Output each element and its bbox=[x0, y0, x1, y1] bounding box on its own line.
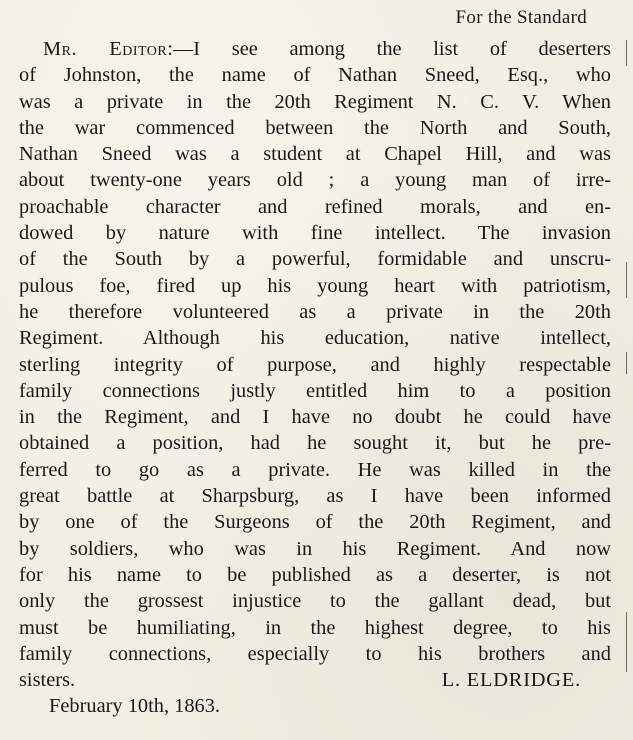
letter-line: obtained a position, had he sought it, but he pre- bbox=[19, 432, 611, 455]
letter-line: about twenty-one years old ; a young man of irre- bbox=[19, 169, 611, 192]
salutation: Mr. Editor bbox=[43, 38, 168, 60]
closing-word: sisters. bbox=[19, 669, 76, 692]
letter-line: he therefore volunteered as a private in the 20th bbox=[19, 300, 611, 323]
letter-line: family connections, especially to his brothers and bbox=[19, 642, 611, 665]
letter-line: only the grossest injustice to the gallant dead, but bbox=[19, 590, 611, 613]
source-line: For the Standard bbox=[455, 7, 587, 28]
letter-line: family connections justly entitled him to a position bbox=[19, 379, 611, 402]
letter-line: Regiment. Although his education, native intellect, bbox=[19, 327, 611, 350]
letter-line: was a private in the 20th Regiment N. C. V. When bbox=[19, 90, 611, 113]
letter-line: must be humiliating, in the highest degree, to his bbox=[19, 616, 611, 639]
letter-line: the war commenced between the North and South, bbox=[19, 116, 611, 139]
letter-line: by one of the Surgeons of the 20th Regiment, and bbox=[19, 511, 611, 534]
closing-line bbox=[19, 667, 611, 693]
letter-line: great battle at Sharpsburg, as I have been informed bbox=[19, 485, 611, 508]
letter-line: ferred to go as a private. He was killed in the bbox=[19, 458, 611, 481]
letter-body bbox=[19, 36, 611, 720]
letter-line: pulous foe, fired up his young heart with patriotism, bbox=[19, 274, 611, 297]
letter-line: dowed by nature with fine intellect. The invasion bbox=[19, 222, 611, 245]
letter-line: for his name to be published as a deserter, is not bbox=[19, 563, 611, 586]
signature: L. ELDRIDGE. bbox=[441, 669, 581, 692]
letter-line: in the Regiment, and I have no doubt he could have bbox=[19, 406, 611, 429]
letter-line-text: :—I see among the list of deserters bbox=[167, 38, 611, 60]
letter-line: of the South by a powerful, formidable and unscru- bbox=[19, 248, 611, 271]
column-rule-mark bbox=[626, 612, 627, 672]
letter-line: by soldiers, who was in his Regiment. And now bbox=[19, 537, 611, 560]
letter-line: Nathan Sneed was a student at Chapel Hill, and was bbox=[19, 143, 611, 166]
column-rule-mark bbox=[626, 262, 627, 298]
dateline: February 10th, 1863. bbox=[49, 695, 221, 718]
letter-line: sterling integrity of purpose, and highly respectable bbox=[19, 353, 611, 376]
column-rule-mark bbox=[626, 352, 627, 374]
letter-line: proachable character and refined morals, and en- bbox=[19, 195, 611, 218]
letter-line: of Johnston, the name of Nathan Sneed, Esq., who bbox=[19, 64, 611, 87]
letter-line-0 bbox=[19, 36, 611, 62]
column-rule-mark bbox=[626, 40, 627, 66]
